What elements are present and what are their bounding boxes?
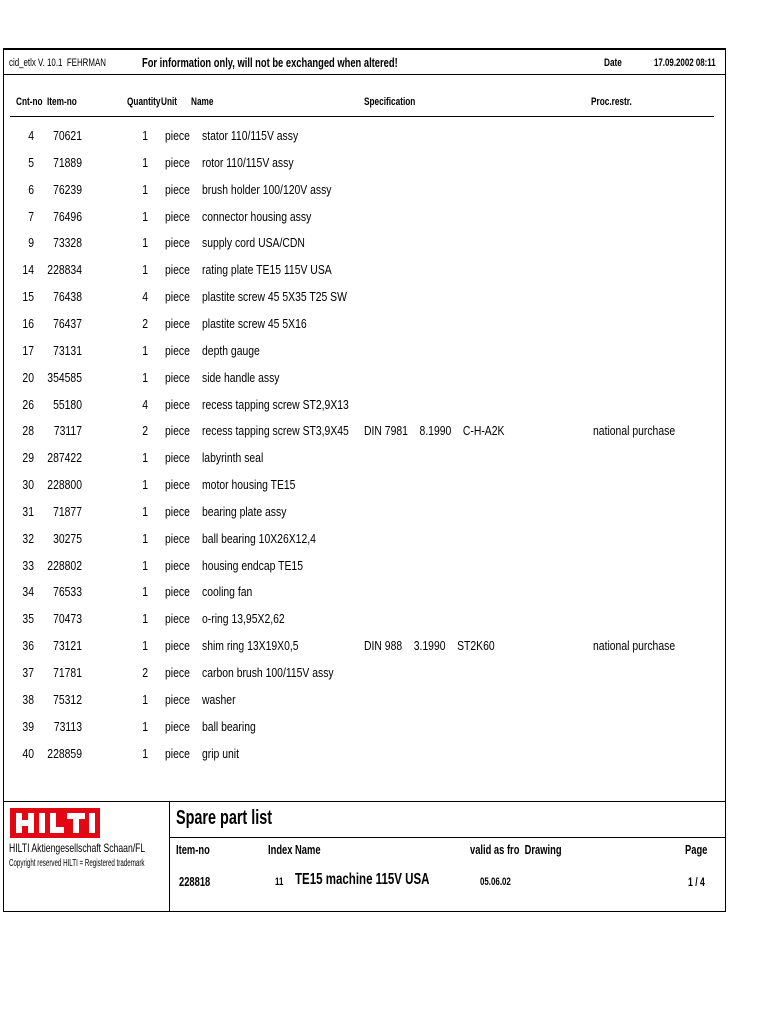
- name-cell: washer: [202, 691, 236, 707]
- quantity-cell: 1: [142, 557, 148, 573]
- cnt-no-cell: 33: [22, 557, 34, 573]
- cnt-no-cell: 16: [22, 315, 34, 331]
- unit-cell: piece: [165, 530, 190, 546]
- name-cell: grip unit: [202, 745, 239, 761]
- top-rule: [3, 48, 726, 50]
- unit-cell: piece: [165, 342, 190, 358]
- table-row: [0, 692, 768, 718]
- quantity-cell: 1: [142, 745, 148, 761]
- quantity-cell: 1: [142, 477, 148, 493]
- quantity-cell: 1: [142, 208, 148, 224]
- cnt-no-cell: 28: [22, 423, 34, 439]
- name-cell: carbon brush 100/115V assy: [202, 665, 334, 680]
- name-cell: connector housing assy: [202, 208, 312, 224]
- header-date-label: Date: [604, 57, 622, 69]
- col-proc-restr: Proc.restr.: [591, 96, 632, 108]
- unit-cell: piece: [165, 718, 190, 734]
- item-no-cell: 76496: [53, 208, 82, 224]
- quantity-cell: 2: [142, 423, 148, 439]
- unit-cell: piece: [165, 128, 190, 143]
- unit-cell: piece: [165, 503, 190, 519]
- table-row: [0, 155, 768, 181]
- footer-title-rule: [169, 837, 726, 838]
- item-no-cell: 73121: [53, 638, 82, 654]
- table-row: [0, 477, 768, 503]
- table-row: [0, 450, 768, 476]
- cnt-no-cell: 40: [22, 745, 34, 761]
- company-name: HILTI Aktiengesellschaft Schaan/FL: [9, 841, 146, 855]
- footer-bottom-rule: [3, 911, 726, 912]
- unit-cell: piece: [165, 208, 190, 224]
- quantity-cell: 1: [142, 450, 148, 466]
- footer-page-value: 1 / 4: [688, 875, 705, 889]
- quantity-cell: 1: [142, 154, 148, 170]
- table-row: [0, 316, 768, 342]
- col-name: Name: [191, 96, 214, 108]
- unit-cell: piece: [165, 584, 190, 600]
- cnt-no-cell: 4: [28, 128, 34, 143]
- item-no-cell: 228802: [47, 557, 82, 573]
- table-row: [0, 558, 768, 584]
- name-cell: rotor 110/115V assy: [202, 154, 294, 170]
- table-row: [0, 262, 768, 288]
- cnt-no-cell: 17: [22, 342, 34, 358]
- proc-restr-cell: national purchase: [593, 423, 676, 439]
- unit-cell: piece: [165, 745, 190, 761]
- cnt-no-cell: 5: [28, 154, 34, 170]
- col-unit: Unit: [161, 96, 178, 108]
- table-row: [0, 343, 768, 369]
- table-row: [0, 289, 768, 315]
- table-row: [0, 235, 768, 261]
- quantity-cell: 1: [142, 262, 148, 278]
- cnt-no-cell: 34: [22, 584, 34, 600]
- name-cell: ball bearing: [202, 718, 256, 734]
- name-cell: rating plate TE15 115V USA: [202, 262, 332, 278]
- unit-cell: piece: [165, 154, 190, 170]
- quantity-cell: 2: [142, 665, 148, 680]
- specification-cell: DIN 7981 8.1990 C-H-A2K: [364, 423, 505, 439]
- unit-cell: piece: [165, 611, 190, 627]
- unit-cell: piece: [165, 450, 190, 466]
- cnt-no-cell: 38: [22, 691, 34, 707]
- item-no-cell: 71889: [53, 154, 82, 170]
- unit-cell: piece: [165, 262, 190, 278]
- quantity-cell: 1: [142, 718, 148, 734]
- item-no-cell: 75312: [53, 691, 82, 707]
- name-cell: supply cord USA/CDN: [202, 235, 305, 251]
- quantity-cell: 1: [142, 181, 148, 197]
- cnt-no-cell: 36: [22, 638, 34, 654]
- proc-restr-cell: national purchase: [593, 638, 676, 654]
- unit-cell: piece: [165, 235, 190, 251]
- header-notice: For information only, will not be exchanged when altered!: [142, 55, 398, 70]
- quantity-cell: 1: [142, 611, 148, 627]
- footer-item-no-label: Item-no: [176, 842, 210, 857]
- footer-item-no-value: 228818: [179, 874, 211, 889]
- quantity-cell: 1: [142, 235, 148, 251]
- item-no-cell: 73113: [53, 718, 82, 734]
- cnt-no-cell: 29: [22, 450, 34, 466]
- unit-cell: piece: [165, 315, 190, 331]
- name-cell: ball bearing 10X26X12,4: [202, 530, 316, 546]
- item-no-cell: 228859: [47, 745, 82, 761]
- footer-divider: [169, 801, 170, 912]
- unit-cell: piece: [165, 369, 190, 385]
- item-no-cell: 287422: [47, 450, 82, 466]
- header-rule: [3, 74, 726, 75]
- header-date-value: 17.09.2002 08:11: [654, 57, 716, 69]
- unit-cell: piece: [165, 665, 190, 680]
- cnt-no-cell: 26: [22, 396, 34, 412]
- name-cell: plastite screw 45 5X35 T25 SW: [202, 289, 347, 305]
- quantity-cell: 4: [142, 289, 148, 305]
- cnt-no-cell: 14: [22, 262, 34, 278]
- name-cell: recess tapping screw ST2,9X13: [202, 396, 349, 412]
- item-no-cell: 76437: [53, 315, 82, 331]
- table-row: [0, 423, 768, 449]
- table-row: [0, 397, 768, 423]
- header-version: cid_etlx V. 10.1 FEHRMAN: [9, 57, 106, 69]
- name-cell: brush holder 100/120V assy: [202, 181, 332, 197]
- table-row: [0, 638, 768, 664]
- name-cell: side handle assy: [202, 369, 280, 385]
- unit-cell: piece: [165, 638, 190, 654]
- name-cell: recess tapping screw ST3,9X45: [202, 423, 349, 439]
- item-no-cell: 73117: [53, 423, 82, 439]
- item-no-cell: 70473: [53, 611, 82, 627]
- name-cell: housing endcap TE15: [202, 557, 303, 573]
- item-no-cell: 76438: [53, 289, 82, 305]
- unit-cell: piece: [165, 396, 190, 412]
- name-cell: stator 110/115V assy: [202, 128, 299, 143]
- specification-cell: DIN 988 3.1990 ST2K60: [364, 638, 495, 654]
- quantity-cell: 1: [142, 503, 148, 519]
- table-row: [0, 209, 768, 235]
- col-item-no: Item-no: [47, 96, 77, 108]
- item-no-cell: 76533: [53, 584, 82, 600]
- quantity-cell: 1: [142, 530, 148, 546]
- name-cell: plastite screw 45 5X16: [202, 315, 307, 331]
- name-cell: bearing plate assy: [202, 503, 287, 519]
- hilti-logo-graphic: [10, 808, 100, 838]
- quantity-cell: 1: [142, 342, 148, 358]
- unit-cell: piece: [165, 423, 190, 439]
- unit-cell: piece: [165, 691, 190, 707]
- footer-valid-label: valid as fro Drawing: [470, 842, 562, 857]
- unit-cell: piece: [165, 181, 190, 197]
- cnt-no-cell: 6: [28, 181, 34, 197]
- cnt-no-cell: 37: [22, 665, 34, 680]
- doc-title: Spare part list: [176, 807, 273, 829]
- item-no-cell: 71877: [53, 503, 82, 519]
- name-cell: motor housing TE15: [202, 477, 296, 493]
- cnt-no-cell: 35: [22, 611, 34, 627]
- name-cell: shim ring 13X19X0,5: [202, 638, 299, 654]
- quantity-cell: 4: [142, 396, 148, 412]
- cnt-no-cell: 31: [22, 503, 34, 519]
- footer-page-label: Page: [685, 842, 708, 857]
- col-cnt-no: Cnt-no: [16, 96, 43, 108]
- item-no-cell: 76239: [53, 181, 82, 197]
- col-quantity: Quantity: [127, 96, 161, 108]
- item-no-cell: 354585: [47, 369, 82, 385]
- name-cell: o-ring 13,95X2,62: [202, 611, 285, 627]
- cnt-no-cell: 9: [28, 235, 34, 251]
- quantity-cell: 1: [142, 691, 148, 707]
- name-cell: depth gauge: [202, 342, 260, 358]
- table-row: [0, 611, 768, 637]
- table-row: [0, 370, 768, 396]
- table-row: [0, 746, 768, 772]
- cnt-no-cell: 39: [22, 718, 34, 734]
- footer-valid-value: 05.06.02: [480, 876, 511, 888]
- footer-name-value: TE15 machine 115V USA: [295, 871, 430, 888]
- quantity-cell: 1: [142, 128, 148, 143]
- table-row: [0, 182, 768, 208]
- table-row: [0, 584, 768, 610]
- unit-cell: piece: [165, 557, 190, 573]
- footer-top-rule: [3, 801, 726, 802]
- footer-index-name-label: Index Name: [268, 842, 321, 857]
- unit-cell: piece: [165, 477, 190, 493]
- cnt-no-cell: 32: [22, 530, 34, 546]
- table-row: [0, 531, 768, 557]
- item-no-cell: 228834: [47, 262, 82, 278]
- cnt-no-cell: 15: [22, 289, 34, 305]
- item-no-cell: 71781: [53, 665, 82, 680]
- quantity-cell: 1: [142, 369, 148, 385]
- table-row: [0, 128, 768, 154]
- item-no-cell: 228800: [47, 477, 82, 493]
- item-no-cell: 73328: [53, 235, 82, 251]
- table-row: [0, 719, 768, 745]
- table-row: [0, 665, 768, 691]
- quantity-cell: 2: [142, 315, 148, 331]
- quantity-cell: 1: [142, 584, 148, 600]
- item-no-cell: 70621: [53, 128, 82, 143]
- name-cell: labyrinth seal: [202, 450, 264, 466]
- name-cell: cooling fan: [202, 584, 253, 600]
- cnt-no-cell: 7: [28, 208, 34, 224]
- footer-index-value: 11: [275, 876, 284, 888]
- column-header-rule: [10, 116, 714, 117]
- table-row: [0, 504, 768, 530]
- item-no-cell: 55180: [53, 396, 82, 412]
- quantity-cell: 1: [142, 638, 148, 654]
- hilti-logo: [10, 808, 100, 838]
- item-no-cell: 73131: [53, 342, 82, 358]
- col-specification: Specification: [364, 96, 416, 108]
- cnt-no-cell: 30: [22, 477, 34, 493]
- copyright-note: Copyright reserved HILTI = Registered trademark: [9, 858, 145, 869]
- cnt-no-cell: 20: [22, 369, 34, 385]
- unit-cell: piece: [165, 289, 190, 305]
- item-no-cell: 30275: [53, 530, 82, 546]
